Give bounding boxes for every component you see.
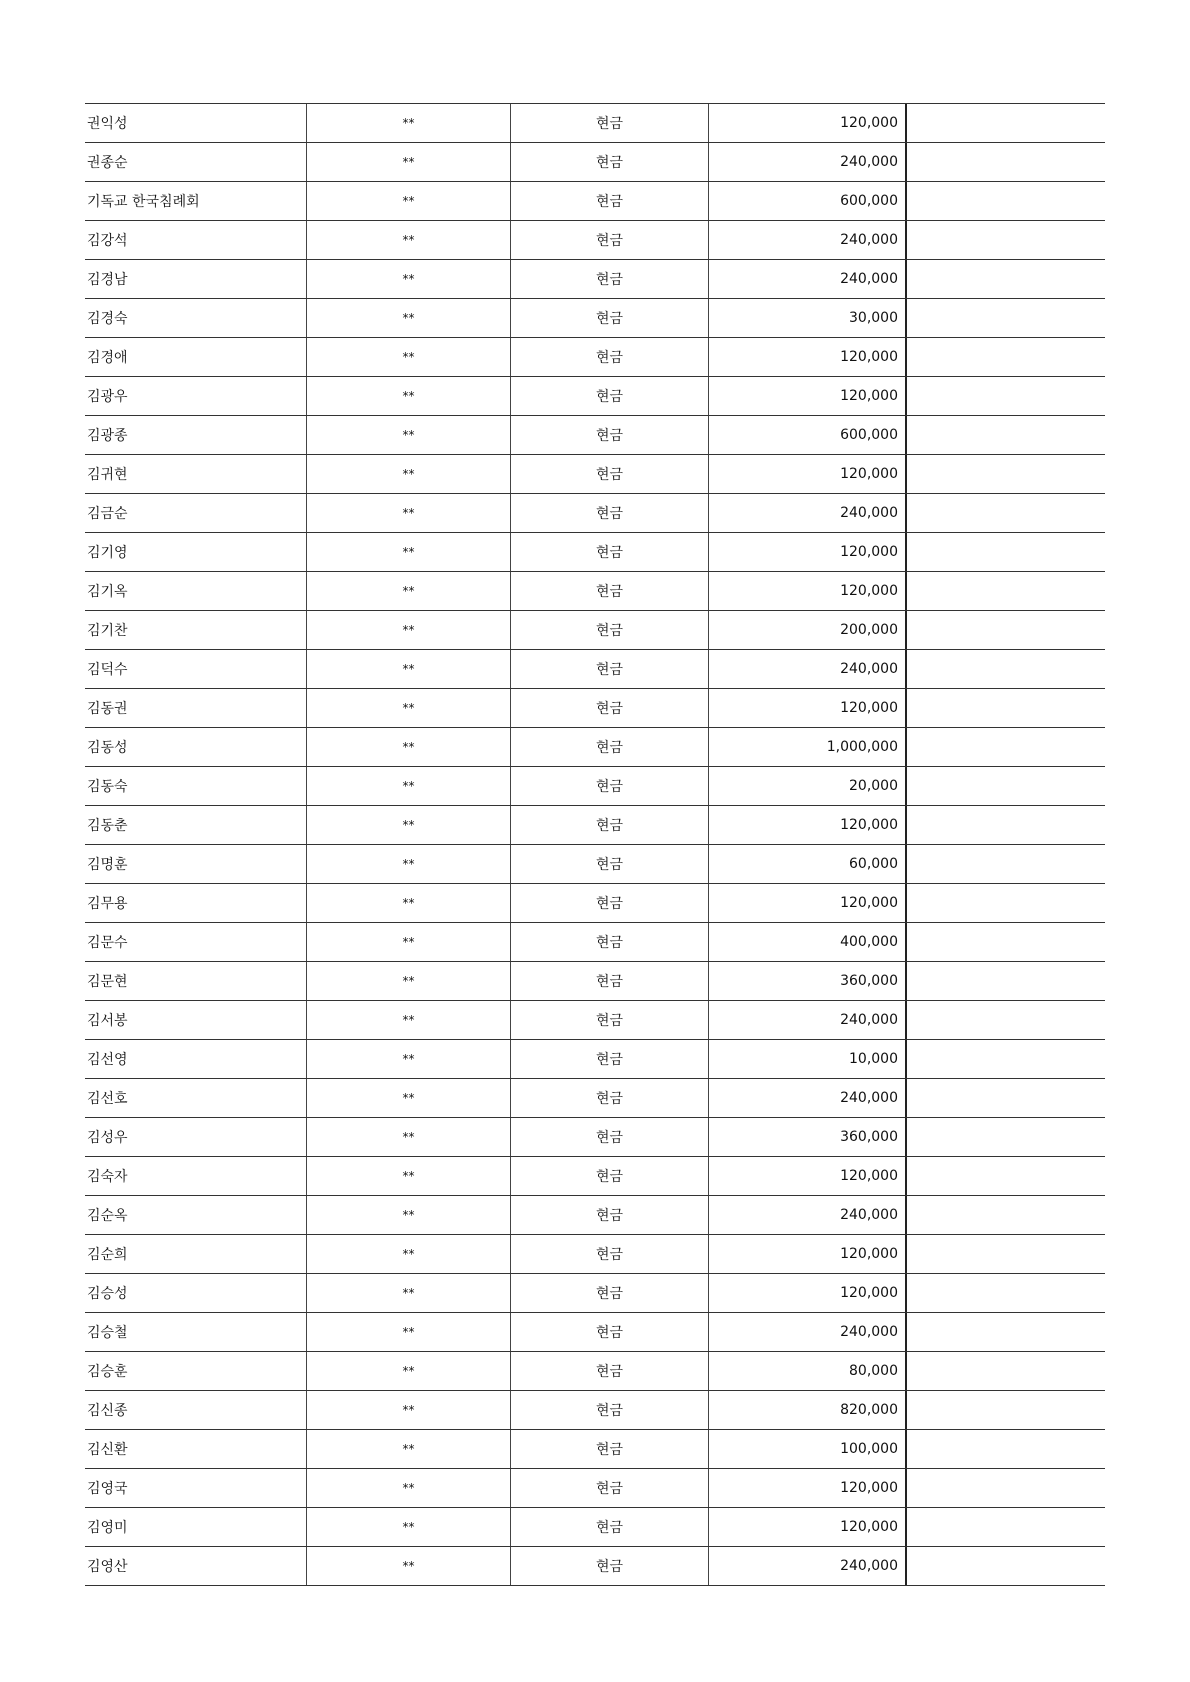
- table-row: [85, 104, 1105, 143]
- payment-method-cell: 현금: [511, 299, 709, 337]
- note-cell: [907, 923, 1105, 961]
- donor-name-cell: 김신종: [85, 1391, 307, 1429]
- amount-cell: 240,000: [709, 143, 907, 181]
- masked-id-cell: **: [307, 1157, 511, 1195]
- note-cell: [907, 455, 1105, 493]
- table-row: [85, 806, 1105, 845]
- table-row: [85, 416, 1105, 455]
- table-row: [85, 1040, 1105, 1079]
- note-cell: [907, 845, 1105, 883]
- amount-cell: 360,000: [709, 962, 907, 1000]
- note-cell: [907, 299, 1105, 337]
- payment-method-cell: 현금: [511, 1118, 709, 1156]
- donor-name-cell: 김영국: [85, 1469, 307, 1507]
- amount-cell: 120,000: [709, 689, 907, 727]
- note-cell: [907, 1508, 1105, 1546]
- donor-name-cell: 김순옥: [85, 1196, 307, 1234]
- payment-method-cell: 현금: [511, 182, 709, 220]
- payment-method-cell: 현금: [511, 767, 709, 805]
- masked-id-cell: **: [307, 299, 511, 337]
- note-cell: [907, 767, 1105, 805]
- table-row: [85, 845, 1105, 884]
- note-cell: [907, 104, 1105, 142]
- payment-method-cell: 현금: [511, 689, 709, 727]
- amount-cell: 120,000: [709, 533, 907, 571]
- masked-id-cell: **: [307, 182, 511, 220]
- table-row: [85, 182, 1105, 221]
- table-row: [85, 533, 1105, 572]
- donor-name-cell: 김광종: [85, 416, 307, 454]
- table-row: [85, 1391, 1105, 1430]
- payment-method-cell: 현금: [511, 572, 709, 610]
- donor-name-cell: 김승성: [85, 1274, 307, 1312]
- note-cell: [907, 182, 1105, 220]
- payment-method-cell: 현금: [511, 1157, 709, 1195]
- payment-method-cell: 현금: [511, 1235, 709, 1273]
- masked-id-cell: **: [307, 1547, 511, 1585]
- amount-cell: 360,000: [709, 1118, 907, 1156]
- masked-id-cell: **: [307, 650, 511, 688]
- donor-name-cell: 김금순: [85, 494, 307, 532]
- amount-cell: 80,000: [709, 1352, 907, 1390]
- masked-id-cell: **: [307, 845, 511, 883]
- amount-cell: 120,000: [709, 1508, 907, 1546]
- masked-id-cell: **: [307, 1508, 511, 1546]
- amount-cell: 240,000: [709, 1196, 907, 1234]
- table-row: [85, 1508, 1105, 1547]
- note-cell: [907, 1040, 1105, 1078]
- amount-cell: 120,000: [709, 1235, 907, 1273]
- masked-id-cell: **: [307, 494, 511, 532]
- amount-cell: 600,000: [709, 416, 907, 454]
- amount-cell: 120,000: [709, 1274, 907, 1312]
- table-row: [85, 1313, 1105, 1352]
- payment-method-cell: 현금: [511, 923, 709, 961]
- payment-method-cell: 현금: [511, 1079, 709, 1117]
- table-row: [85, 572, 1105, 611]
- note-cell: [907, 1430, 1105, 1468]
- payment-method-cell: 현금: [511, 455, 709, 493]
- donor-name-cell: 김경애: [85, 338, 307, 376]
- donor-name-cell: 김문현: [85, 962, 307, 1000]
- note-cell: [907, 1196, 1105, 1234]
- amount-cell: 120,000: [709, 806, 907, 844]
- masked-id-cell: **: [307, 1469, 511, 1507]
- note-cell: [907, 1547, 1105, 1585]
- masked-id-cell: **: [307, 143, 511, 181]
- table-row: [85, 689, 1105, 728]
- payment-method-cell: 현금: [511, 1508, 709, 1546]
- amount-cell: 240,000: [709, 1313, 907, 1351]
- note-cell: [907, 611, 1105, 649]
- amount-cell: 120,000: [709, 377, 907, 415]
- amount-cell: 200,000: [709, 611, 907, 649]
- donor-name-cell: 김동춘: [85, 806, 307, 844]
- payment-method-cell: 현금: [511, 338, 709, 376]
- donor-name-cell: 김경남: [85, 260, 307, 298]
- payment-method-cell: 현금: [511, 1001, 709, 1039]
- amount-cell: 1,000,000: [709, 728, 907, 766]
- table-row: [85, 1118, 1105, 1157]
- table-row: [85, 1430, 1105, 1469]
- table-row: [85, 923, 1105, 962]
- donor-name-cell: 김승훈: [85, 1352, 307, 1390]
- table-row: [85, 1469, 1105, 1508]
- donation-table: [85, 103, 1105, 1586]
- note-cell: [907, 1313, 1105, 1351]
- masked-id-cell: **: [307, 1079, 511, 1117]
- donor-name-cell: 김기옥: [85, 572, 307, 610]
- masked-id-cell: **: [307, 455, 511, 493]
- note-cell: [907, 338, 1105, 376]
- amount-cell: 30,000: [709, 299, 907, 337]
- masked-id-cell: **: [307, 104, 511, 142]
- masked-id-cell: **: [307, 1118, 511, 1156]
- masked-id-cell: **: [307, 533, 511, 571]
- masked-id-cell: **: [307, 1430, 511, 1468]
- masked-id-cell: **: [307, 689, 511, 727]
- donor-name-cell: 김신환: [85, 1430, 307, 1468]
- amount-cell: 60,000: [709, 845, 907, 883]
- note-cell: [907, 260, 1105, 298]
- note-cell: [907, 728, 1105, 766]
- note-cell: [907, 1352, 1105, 1390]
- note-cell: [907, 533, 1105, 571]
- masked-id-cell: **: [307, 611, 511, 649]
- donor-name-cell: 김명훈: [85, 845, 307, 883]
- amount-cell: 240,000: [709, 1547, 907, 1585]
- amount-cell: 120,000: [709, 104, 907, 142]
- table-row: [85, 650, 1105, 689]
- note-cell: [907, 962, 1105, 1000]
- masked-id-cell: **: [307, 806, 511, 844]
- payment-method-cell: 현금: [511, 143, 709, 181]
- table-row: [85, 884, 1105, 923]
- note-cell: [907, 806, 1105, 844]
- amount-cell: 240,000: [709, 221, 907, 259]
- donor-name-cell: 김기찬: [85, 611, 307, 649]
- payment-method-cell: 현금: [511, 533, 709, 571]
- payment-method-cell: 현금: [511, 1274, 709, 1312]
- masked-id-cell: **: [307, 767, 511, 805]
- amount-cell: 240,000: [709, 1001, 907, 1039]
- note-cell: [907, 1391, 1105, 1429]
- amount-cell: 600,000: [709, 182, 907, 220]
- note-cell: [907, 377, 1105, 415]
- table-row: [85, 962, 1105, 1001]
- note-cell: [907, 884, 1105, 922]
- payment-method-cell: 현금: [511, 377, 709, 415]
- amount-cell: 240,000: [709, 260, 907, 298]
- note-cell: [907, 689, 1105, 727]
- donor-name-cell: 김문수: [85, 923, 307, 961]
- table-row: [85, 143, 1105, 182]
- table-row: [85, 1235, 1105, 1274]
- table-row: [85, 377, 1105, 416]
- amount-cell: 400,000: [709, 923, 907, 961]
- masked-id-cell: **: [307, 572, 511, 610]
- table-row: [85, 455, 1105, 494]
- payment-method-cell: 현금: [511, 884, 709, 922]
- donor-name-cell: 김동숙: [85, 767, 307, 805]
- masked-id-cell: **: [307, 1352, 511, 1390]
- amount-cell: 20,000: [709, 767, 907, 805]
- masked-id-cell: **: [307, 338, 511, 376]
- note-cell: [907, 1274, 1105, 1312]
- table-row: [85, 221, 1105, 260]
- payment-method-cell: 현금: [511, 728, 709, 766]
- donor-name-cell: 김귀현: [85, 455, 307, 493]
- table-row: [85, 1547, 1105, 1586]
- masked-id-cell: **: [307, 1391, 511, 1429]
- payment-method-cell: 현금: [511, 1313, 709, 1351]
- table-row: [85, 1079, 1105, 1118]
- donor-name-cell: 기독교 한국침례회: [85, 182, 307, 220]
- donor-name-cell: 김승철: [85, 1313, 307, 1351]
- donor-name-cell: 김기영: [85, 533, 307, 571]
- masked-id-cell: **: [307, 1040, 511, 1078]
- payment-method-cell: 현금: [511, 1547, 709, 1585]
- note-cell: [907, 1001, 1105, 1039]
- payment-method-cell: 현금: [511, 1469, 709, 1507]
- amount-cell: 120,000: [709, 338, 907, 376]
- note-cell: [907, 1235, 1105, 1273]
- note-cell: [907, 416, 1105, 454]
- payment-method-cell: 현금: [511, 260, 709, 298]
- payment-method-cell: 현금: [511, 1352, 709, 1390]
- note-cell: [907, 1079, 1105, 1117]
- payment-method-cell: 현금: [511, 806, 709, 844]
- amount-cell: 120,000: [709, 884, 907, 922]
- table-row: [85, 1001, 1105, 1040]
- donor-name-cell: 김선영: [85, 1040, 307, 1078]
- donor-name-cell: 김숙자: [85, 1157, 307, 1195]
- masked-id-cell: **: [307, 1235, 511, 1273]
- masked-id-cell: **: [307, 1001, 511, 1039]
- masked-id-cell: **: [307, 377, 511, 415]
- amount-cell: 120,000: [709, 1469, 907, 1507]
- donor-name-cell: 김선호: [85, 1079, 307, 1117]
- payment-method-cell: 현금: [511, 104, 709, 142]
- table-row: [85, 728, 1105, 767]
- amount-cell: 120,000: [709, 1157, 907, 1195]
- note-cell: [907, 143, 1105, 181]
- payment-method-cell: 현금: [511, 611, 709, 649]
- donor-name-cell: 김영미: [85, 1508, 307, 1546]
- donor-name-cell: 김서봉: [85, 1001, 307, 1039]
- payment-method-cell: 현금: [511, 962, 709, 1000]
- note-cell: [907, 1469, 1105, 1507]
- table-row: [85, 611, 1105, 650]
- payment-method-cell: 현금: [511, 1196, 709, 1234]
- masked-id-cell: **: [307, 1274, 511, 1312]
- table-row: [85, 338, 1105, 377]
- donor-name-cell: 권익성: [85, 104, 307, 142]
- donor-name-cell: 김동성: [85, 728, 307, 766]
- masked-id-cell: **: [307, 728, 511, 766]
- amount-cell: 240,000: [709, 1079, 907, 1117]
- table-row: [85, 260, 1105, 299]
- masked-id-cell: **: [307, 1313, 511, 1351]
- masked-id-cell: **: [307, 962, 511, 1000]
- amount-cell: 100,000: [709, 1430, 907, 1468]
- donor-name-cell: 김동권: [85, 689, 307, 727]
- donor-name-cell: 김강석: [85, 221, 307, 259]
- note-cell: [907, 221, 1105, 259]
- payment-method-cell: 현금: [511, 845, 709, 883]
- table-row: [85, 767, 1105, 806]
- amount-cell: 820,000: [709, 1391, 907, 1429]
- donor-name-cell: 김순희: [85, 1235, 307, 1273]
- note-cell: [907, 1118, 1105, 1156]
- donor-name-cell: 김경숙: [85, 299, 307, 337]
- payment-method-cell: 현금: [511, 1391, 709, 1429]
- masked-id-cell: **: [307, 1196, 511, 1234]
- amount-cell: 240,000: [709, 494, 907, 532]
- payment-method-cell: 현금: [511, 650, 709, 688]
- masked-id-cell: **: [307, 923, 511, 961]
- donor-name-cell: 김영산: [85, 1547, 307, 1585]
- table-row: [85, 1352, 1105, 1391]
- amount-cell: 240,000: [709, 650, 907, 688]
- table-row: [85, 1157, 1105, 1196]
- payment-method-cell: 현금: [511, 1040, 709, 1078]
- note-cell: [907, 494, 1105, 532]
- donor-name-cell: 김성우: [85, 1118, 307, 1156]
- amount-cell: 120,000: [709, 455, 907, 493]
- masked-id-cell: **: [307, 260, 511, 298]
- masked-id-cell: **: [307, 884, 511, 922]
- table-row: [85, 299, 1105, 338]
- amount-cell: 10,000: [709, 1040, 907, 1078]
- note-cell: [907, 572, 1105, 610]
- donor-name-cell: 권종순: [85, 143, 307, 181]
- payment-method-cell: 현금: [511, 494, 709, 532]
- payment-method-cell: 현금: [511, 416, 709, 454]
- masked-id-cell: **: [307, 416, 511, 454]
- amount-cell: 120,000: [709, 572, 907, 610]
- table-row: [85, 494, 1105, 533]
- note-cell: [907, 1157, 1105, 1195]
- table-row: [85, 1274, 1105, 1313]
- donor-name-cell: 김광우: [85, 377, 307, 415]
- note-cell: [907, 650, 1105, 688]
- payment-method-cell: 현금: [511, 221, 709, 259]
- masked-id-cell: **: [307, 221, 511, 259]
- donor-name-cell: 김덕수: [85, 650, 307, 688]
- payment-method-cell: 현금: [511, 1430, 709, 1468]
- table-row: [85, 1196, 1105, 1235]
- donor-name-cell: 김무용: [85, 884, 307, 922]
